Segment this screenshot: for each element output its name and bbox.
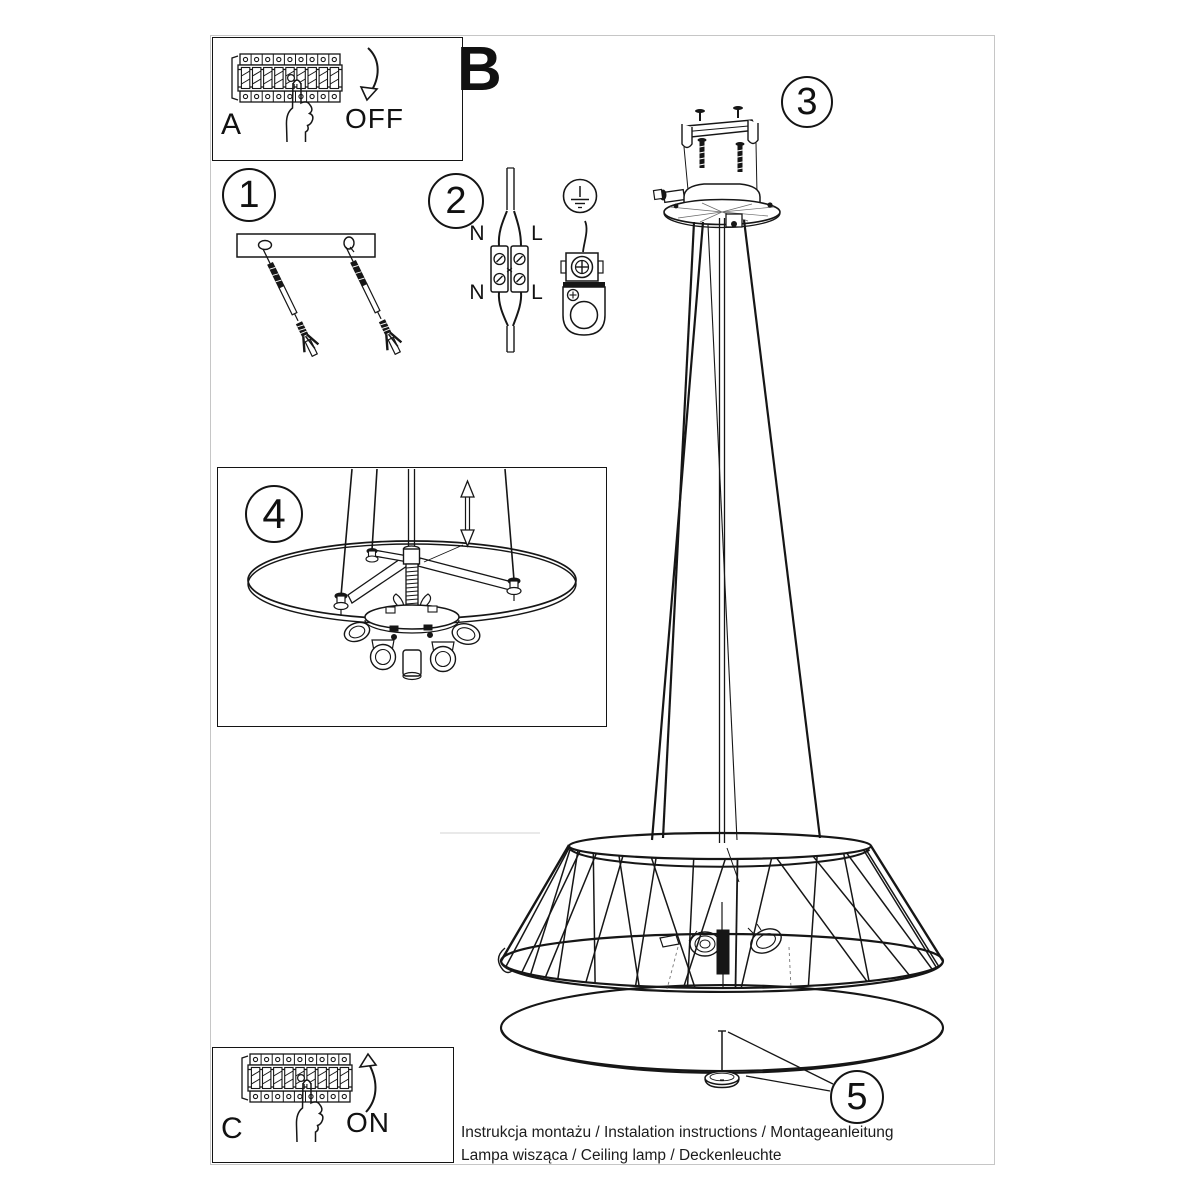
step-c-box bbox=[212, 1047, 454, 1163]
step-3-badge bbox=[781, 76, 833, 128]
off-label: OFF bbox=[345, 103, 404, 134]
step-a-box bbox=[212, 37, 463, 161]
step-2-badge bbox=[428, 173, 484, 229]
wire-label-n-top: N bbox=[469, 222, 485, 245]
step-3-number: 3 bbox=[796, 81, 818, 123]
footer-line-2: Lampa wisząca / Ceiling lamp / Deckenleuchte bbox=[461, 1147, 782, 1164]
on-label: ON bbox=[346, 1107, 390, 1138]
panel-a-letter: A bbox=[221, 108, 242, 141]
footer-line-1: Instrukcja montażu / Instalation instructions / Montageanleitung bbox=[461, 1124, 894, 1141]
step-2-number: 2 bbox=[445, 180, 467, 222]
wire-label-n-bottom: N bbox=[469, 281, 485, 304]
panel-c-letter: C bbox=[221, 1112, 243, 1145]
step-4-badge bbox=[245, 485, 303, 543]
step-1-badge bbox=[222, 168, 276, 222]
step-1-number: 1 bbox=[238, 174, 260, 216]
step-5-number: 5 bbox=[846, 1076, 868, 1118]
step-4-number: 4 bbox=[262, 490, 286, 537]
wire-label-l-bottom: L bbox=[531, 281, 543, 304]
wire-label-l-top: L bbox=[531, 222, 543, 245]
footer-caption bbox=[461, 1121, 894, 1167]
section-b-letter: B bbox=[457, 35, 502, 104]
step-5-badge bbox=[830, 1070, 884, 1124]
